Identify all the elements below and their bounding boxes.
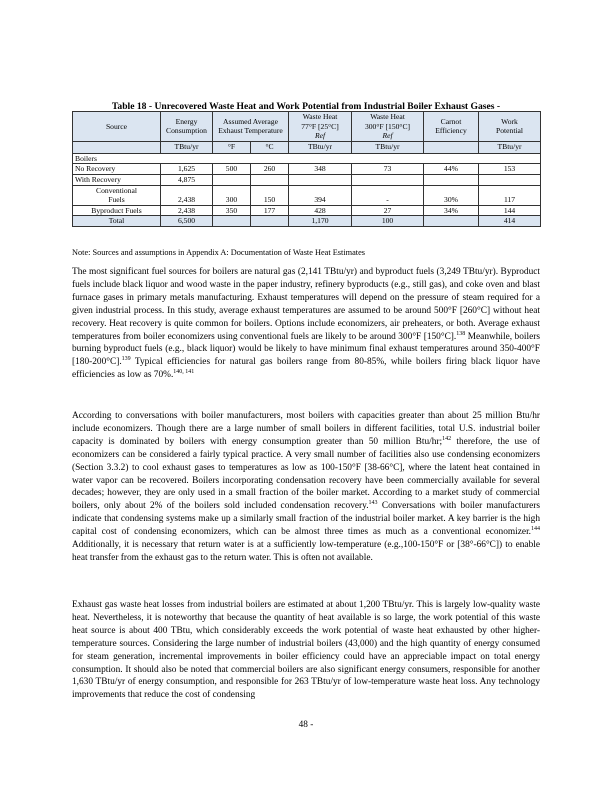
row-wh77 (289, 174, 352, 185)
header-waste-heat-300: Waste Heat 300°F [150°C] Ref (352, 112, 424, 142)
row-source: With Recovery (73, 174, 161, 185)
page-number: 48 - (298, 720, 314, 730)
table-section-row (73, 153, 541, 164)
row-wh300: 73 (352, 164, 424, 175)
total-wh77: 1,170 (289, 216, 352, 227)
total-temp-c (251, 216, 289, 227)
total-work: 414 (479, 216, 541, 227)
table-row (73, 164, 541, 175)
row-temp-f: 350 (213, 205, 251, 216)
row-source: No Recovery (73, 164, 161, 175)
row-energy: 4,875 (161, 174, 213, 185)
row-temp-f: 300 (213, 185, 251, 205)
header-carnot: Carnot Efficiency (424, 112, 479, 142)
row-wh300 (352, 174, 424, 185)
total-carnot (424, 216, 479, 227)
row-carnot: 34% (424, 205, 479, 216)
row-temp-c (251, 174, 289, 185)
header-energy: Energy Consumption (161, 112, 213, 142)
row-temp-c: 260 (251, 164, 289, 175)
unit-cell: TBtu/yr (289, 141, 352, 153)
unit-cell: °F (213, 141, 251, 153)
unit-cell: TBtu/yr (161, 141, 213, 153)
row-energy: 2,438 (161, 185, 213, 205)
header-work: Work Potential (479, 112, 541, 142)
row-wh77: 348 (289, 164, 352, 175)
table-header-row (73, 112, 541, 142)
unit-cell: TBtu/yr (352, 141, 424, 153)
table-note: Note: Sources and assumptions in Appendix A: Documentation of Waste Heat Estimates (72, 248, 365, 257)
header-assumed-temp: Assumed Average Exhaust Temperature (213, 112, 289, 142)
row-source: Conventional Fuels (73, 185, 161, 205)
row-energy: 1,625 (161, 164, 213, 175)
row-work: 144 (479, 205, 541, 216)
total-energy: 6,500 (161, 216, 213, 227)
table-row (73, 185, 541, 205)
row-carnot: 30% (424, 185, 479, 205)
total-label: Total (73, 216, 161, 227)
paragraph-economizers: According to conversations with boiler manufacturers, most boilers with capacities greater than about 25 million Btu/hr include economizers. Though there are a large number of small boilers in different facilities, total U.S. industrial boiler capacity is dominated by boilers with energy consumption greater than 50 million Btu/hr;$^{142}$ therefore, the use of economizers can be considered a fairly typical practice. A very small number of facilities also use condensing economizers (Section 3.3.2) to cool exhaust gases to temperatures as low as 100-150°F [38-66°C], where the latent heat contained in water vapor can be recovered. Boilers incorporating condensation recovery have been commercially available for several decades; however, they are only used in a small fraction of the boiler market. According to a market study of commercial boilers, only about 2% of the boilers sold included condensation recovery.$^{143}$ Conversations with boiler manufacturers indicate that condensing systems make up a similarly small fraction of the industrial boiler market. A key barrier is the high capital cost of condensing economizers, which can be almost three times as much as a conventional economizer.$^{144}$ Additionally, it is necessary that return water is at a sufficiently low-temperature (e.g.,100-150°F or [38°-66°C]) to enable heat transfer from the exhaust gas to the return water. This is often not available. (72, 411, 540, 563)
row-wh300: - (352, 185, 424, 205)
unit-cell (424, 141, 479, 153)
row-temp-c: 150 (251, 185, 289, 205)
table-total-row (73, 216, 541, 227)
row-source: Byproduct Fuels (73, 205, 161, 216)
paragraph-boiler-fuels: The most significant fuel sources for boilers are natural gas (2,141 TBtu/yr) and byproduct fuels (3,249 TBtu/yr). Byproduct fuels include black liquor and wood waste in the paper industry, refinery byproducts (e.g., still gas), and coke oven and blast furnace gases in primary metals manufacturing. Exhaust temperatures will depend on the pressure of steam required for a given industrial process. In this study, average exhaust temperatures are assumed to be around 500°F [260°C] without heat recovery. Heat recovery is quite common for boilers. Options include economizers, air preheaters, or both. Average exhaust temperatures from boiler economizers using conventional fuels are likely to be around 300°F [150°C].$^{138}$ Meanwhile, boilers burning byproduct fuels (e.g., black liquor) would be likely to have minimum final exhaust temperatures around 350-400°F [180-200°C].$^{139}$ Typical efficiencies for natural gas boilers range from 80-85%, while boilers firing black liquor have efficiencies as low as 70%.$^{140, 141}$ (72, 267, 540, 381)
row-work (479, 174, 541, 185)
unit-cell: TBtu/yr (479, 141, 541, 153)
total-temp-f (213, 216, 251, 227)
paragraph-waste-heat-losses: Exhaust gas waste heat losses from industrial boilers are estimated at about 1,200 TBtu/yr. This is largely low-quality waste heat. Nevertheless, it is noteworthy that because the quantity of heat available is so large, the work potential of this waste heat source is about 400 TBtu, which considerably exceeds the work potential of waste heat exhausted by other higher-temperature sources. Considering the large number of industrial boilers (43,000) and the high quantity of energy consumed for steam generation, incremental improvements in boiler efficiency could have an appreciable impact on total energy consumption. It should also be noted that commercial boilers are also significant energy consumers, responsible for another 1,630 TBtu/yr of energy consumption, and responsible for 263 TBtu/yr of low-temperature waste heat loss. Any technology improvements that reduce the cost of condensing (72, 600, 540, 701)
table-row (73, 174, 541, 185)
total-wh300: 100 (352, 216, 424, 227)
unit-cell: °C (251, 141, 289, 153)
row-carnot (424, 174, 479, 185)
row-temp-f: 500 (213, 164, 251, 175)
row-wh77: 428 (289, 205, 352, 216)
waste-heat-table (72, 111, 541, 227)
header-waste-heat-77: Waste Heat 77°F [25°C] Ref (289, 112, 352, 142)
row-work: 117 (479, 185, 541, 205)
section-label: Boilers (73, 153, 541, 164)
unit-cell (73, 141, 161, 153)
row-wh77: 394 (289, 185, 352, 205)
row-carnot: 44% (424, 164, 479, 175)
row-temp-f (213, 174, 251, 185)
table-units-row (73, 141, 541, 153)
row-temp-c: 177 (251, 205, 289, 216)
row-wh300: 27 (352, 205, 424, 216)
row-work: 153 (479, 164, 541, 175)
header-source: Source (73, 112, 161, 142)
row-energy: 2,438 (161, 205, 213, 216)
table-caption: Table 18 - Unrecovered Waste Heat and Work Potential from Industrial Boiler Exhaust Gases - (111, 101, 501, 112)
table-row (73, 205, 541, 216)
